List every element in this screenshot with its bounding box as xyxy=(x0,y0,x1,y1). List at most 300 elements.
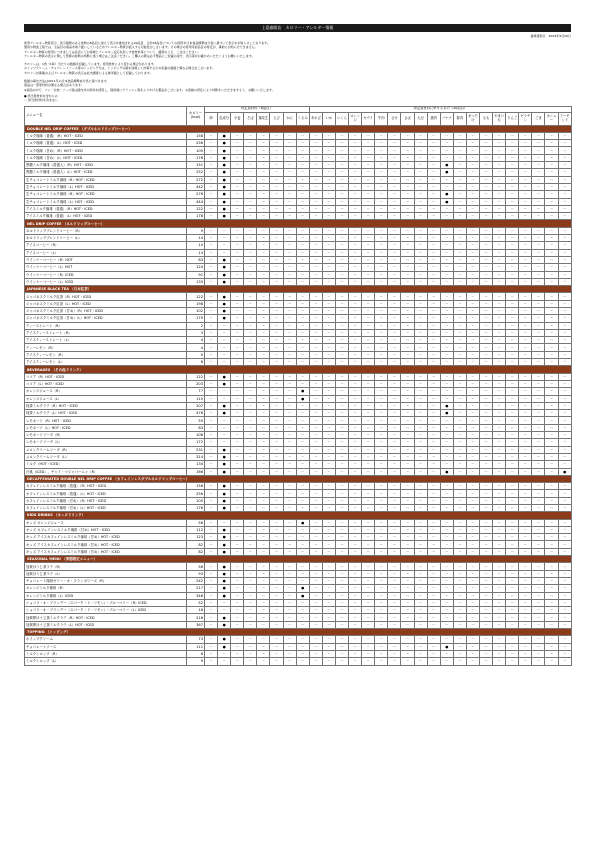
not-contained-dash: － xyxy=(205,585,218,592)
not-contained-dash: － xyxy=(532,636,545,643)
not-contained-dash: － xyxy=(493,636,506,643)
not-contained-dash: － xyxy=(270,242,283,249)
not-contained-dash: － xyxy=(401,271,414,278)
not-contained-dash: － xyxy=(322,585,335,592)
not-contained-dash: － xyxy=(506,322,519,329)
kcal-value: 52 xyxy=(187,599,205,606)
not-contained-dash: － xyxy=(231,650,244,657)
not-contained-dash: － xyxy=(362,548,375,555)
not-contained-dash: － xyxy=(440,526,453,533)
not-contained-dash: － xyxy=(506,147,519,154)
not-contained-dash: － xyxy=(231,446,244,453)
table-row xyxy=(25,162,572,169)
not-contained-dash: － xyxy=(349,563,362,570)
not-contained-dash: － xyxy=(545,132,558,139)
not-contained-dash: － xyxy=(322,643,335,650)
not-contained-dash: － xyxy=(480,388,493,395)
kcal-value: 55 xyxy=(187,417,205,424)
not-contained-dash: － xyxy=(270,402,283,409)
not-contained-dash: － xyxy=(231,526,244,533)
not-contained-dash: － xyxy=(545,278,558,285)
not-contained-dash: － xyxy=(309,132,322,139)
kcal-value: 124 xyxy=(187,264,205,271)
menu-item-name: キッズ カフェインレスミルク珈琲（甘め）HOT・ICED xyxy=(25,526,187,533)
menu-item-name: ミルクシロップ（L） xyxy=(25,658,187,665)
not-contained-dash: － xyxy=(270,147,283,154)
not-contained-dash: － xyxy=(375,607,388,614)
not-contained-dash: － xyxy=(532,534,545,541)
not-contained-dash: － xyxy=(532,227,545,234)
not-contained-dash: － xyxy=(414,380,427,387)
not-contained-dash: － xyxy=(283,636,296,643)
not-contained-dash: － xyxy=(532,599,545,606)
not-contained-dash: － xyxy=(257,300,270,307)
not-contained-dash: － xyxy=(244,191,257,198)
not-contained-dash: － xyxy=(283,468,296,475)
not-contained-dash: － xyxy=(388,147,401,154)
not-contained-dash: － xyxy=(231,176,244,183)
not-contained-dash: － xyxy=(519,563,532,570)
not-contained-dash: － xyxy=(296,191,309,198)
not-contained-dash: － xyxy=(244,650,257,657)
contains-dot: ● xyxy=(218,461,231,468)
not-contained-dash: － xyxy=(335,643,348,650)
not-contained-dash: － xyxy=(296,351,309,358)
menu-item-name: ジャパネスクミルク紅茶（甘め）（R）HOT・ICED xyxy=(25,307,187,314)
not-contained-dash: － xyxy=(401,307,414,314)
not-contained-dash: － xyxy=(296,227,309,234)
not-contained-dash: － xyxy=(375,534,388,541)
not-contained-dash: － xyxy=(558,541,571,548)
not-contained-dash: － xyxy=(322,592,335,599)
not-contained-dash: － xyxy=(466,147,479,154)
not-contained-dash: － xyxy=(270,424,283,431)
not-contained-dash: － xyxy=(558,570,571,577)
not-contained-dash: － xyxy=(506,242,519,249)
kcal-value: 13 xyxy=(187,249,205,256)
not-contained-dash: － xyxy=(205,162,218,169)
not-contained-dash: － xyxy=(322,636,335,643)
not-contained-dash: － xyxy=(375,483,388,490)
not-contained-dash: － xyxy=(296,417,309,424)
not-contained-dash: － xyxy=(466,650,479,657)
not-contained-dash: － xyxy=(532,505,545,512)
table-row xyxy=(25,140,572,147)
not-contained-dash: － xyxy=(466,140,479,147)
not-contained-dash: － xyxy=(493,205,506,212)
not-contained-dash: － xyxy=(388,548,401,555)
contains-dot: ● xyxy=(440,643,453,650)
not-contained-dash: － xyxy=(244,658,257,665)
menu-item-name: ミルク珈琲（普通）（L）HOT・ICED xyxy=(25,140,187,147)
not-contained-dash: － xyxy=(506,621,519,628)
not-contained-dash: － xyxy=(205,176,218,183)
not-contained-dash: － xyxy=(388,373,401,380)
not-contained-dash: － xyxy=(480,432,493,439)
kcal-value: 115 xyxy=(187,395,205,402)
not-contained-dash: － xyxy=(506,643,519,650)
not-contained-dash: － xyxy=(375,592,388,599)
not-contained-dash: － xyxy=(493,519,506,526)
not-contained-dash: － xyxy=(335,490,348,497)
not-contained-dash: － xyxy=(427,446,440,453)
not-contained-dash: － xyxy=(231,468,244,475)
not-contained-dash: － xyxy=(244,490,257,497)
not-contained-dash: － xyxy=(545,417,558,424)
not-contained-dash: － xyxy=(296,577,309,584)
not-contained-dash: － xyxy=(558,132,571,139)
kcal-value: 476 xyxy=(187,410,205,417)
not-contained-dash: － xyxy=(453,162,466,169)
not-contained-dash: － xyxy=(466,643,479,650)
menu-item-name: キッズ アイスカフェインレスミルク珈琲（甘め）HOT・ICED xyxy=(25,548,187,555)
contains-dot: ● xyxy=(218,563,231,570)
not-contained-dash: － xyxy=(532,264,545,271)
not-contained-dash: － xyxy=(493,505,506,512)
not-contained-dash: － xyxy=(322,461,335,468)
not-contained-dash: － xyxy=(466,315,479,322)
not-contained-dash: － xyxy=(283,439,296,446)
not-contained-dash: － xyxy=(506,526,519,533)
not-contained-dash: － xyxy=(466,242,479,249)
not-contained-dash: － xyxy=(453,213,466,220)
not-contained-dash: － xyxy=(270,577,283,584)
not-contained-dash: － xyxy=(375,373,388,380)
not-contained-dash: － xyxy=(466,162,479,169)
not-contained-dash: － xyxy=(362,271,375,278)
not-contained-dash: － xyxy=(519,249,532,256)
not-contained-dash: － xyxy=(283,344,296,351)
not-contained-dash: － xyxy=(231,242,244,249)
not-contained-dash: － xyxy=(519,337,532,344)
not-contained-dash: － xyxy=(257,329,270,336)
not-contained-dash: － xyxy=(205,650,218,657)
not-contained-dash: － xyxy=(466,176,479,183)
not-contained-dash: － xyxy=(466,607,479,614)
not-contained-dash: － xyxy=(322,439,335,446)
not-contained-dash: － xyxy=(532,658,545,665)
allergen-header: やまいも xyxy=(493,112,506,125)
not-contained-dash: － xyxy=(401,643,414,650)
not-contained-dash: － xyxy=(296,359,309,366)
not-contained-dash: － xyxy=(296,658,309,665)
not-contained-dash: － xyxy=(401,176,414,183)
not-contained-dash: － xyxy=(401,344,414,351)
contains-dot: ● xyxy=(218,570,231,577)
not-contained-dash: － xyxy=(506,636,519,643)
not-contained-dash: － xyxy=(466,563,479,570)
not-contained-dash: － xyxy=(519,147,532,154)
not-contained-dash: － xyxy=(322,505,335,512)
not-contained-dash: － xyxy=(335,176,348,183)
not-contained-dash: － xyxy=(414,183,427,190)
not-contained-dash: － xyxy=(283,322,296,329)
not-contained-dash: － xyxy=(349,256,362,263)
not-contained-dash: － xyxy=(375,570,388,577)
not-contained-dash: － xyxy=(296,570,309,577)
not-contained-dash: － xyxy=(493,650,506,657)
not-contained-dash: － xyxy=(205,410,218,417)
not-contained-dash: － xyxy=(427,176,440,183)
not-contained-dash: － xyxy=(388,300,401,307)
not-contained-dash: － xyxy=(375,227,388,234)
not-contained-dash: － xyxy=(401,140,414,147)
not-contained-dash: － xyxy=(453,519,466,526)
not-contained-dash: － xyxy=(558,249,571,256)
not-contained-dash: － xyxy=(466,395,479,402)
not-contained-dash: － xyxy=(506,563,519,570)
not-contained-dash: － xyxy=(506,402,519,409)
kcal-value: 216 xyxy=(187,614,205,621)
not-contained-dash: － xyxy=(362,351,375,358)
not-contained-dash: － xyxy=(427,315,440,322)
document-title: 上島珈琲店 カロリー・アレルギー情報 xyxy=(24,24,571,32)
not-contained-dash: － xyxy=(244,585,257,592)
not-contained-dash: － xyxy=(231,424,244,431)
not-contained-dash: － xyxy=(218,432,231,439)
not-contained-dash: － xyxy=(362,585,375,592)
not-contained-dash: － xyxy=(440,658,453,665)
not-contained-dash: － xyxy=(480,490,493,497)
not-contained-dash: － xyxy=(453,607,466,614)
not-contained-dash: － xyxy=(283,147,296,154)
kcal-value: 272 xyxy=(187,176,205,183)
not-contained-dash: － xyxy=(480,140,493,147)
not-contained-dash: － xyxy=(506,329,519,336)
not-contained-dash: － xyxy=(532,373,545,380)
not-contained-dash: － xyxy=(270,497,283,504)
not-contained-dash: － xyxy=(519,526,532,533)
not-contained-dash: － xyxy=(218,249,231,256)
menu-name-header: メニュー名 xyxy=(25,106,187,125)
not-contained-dash: － xyxy=(388,446,401,453)
not-contained-dash: － xyxy=(270,322,283,329)
not-contained-dash: － xyxy=(296,439,309,446)
contains-dot: ● xyxy=(218,585,231,592)
not-contained-dash: － xyxy=(388,213,401,220)
not-contained-dash: － xyxy=(205,278,218,285)
not-contained-dash: － xyxy=(401,183,414,190)
not-contained-dash: － xyxy=(270,191,283,198)
not-contained-dash: － xyxy=(283,213,296,220)
not-contained-dash: － xyxy=(545,541,558,548)
not-contained-dash: － xyxy=(205,570,218,577)
not-contained-dash: － xyxy=(205,344,218,351)
menu-item-name: アイスティーストレート（R） xyxy=(25,329,187,336)
not-contained-dash: － xyxy=(466,453,479,460)
not-contained-dash: － xyxy=(401,417,414,424)
not-contained-dash: － xyxy=(466,658,479,665)
not-contained-dash: － xyxy=(375,154,388,161)
not-contained-dash: － xyxy=(414,424,427,431)
not-contained-dash: － xyxy=(440,417,453,424)
not-contained-dash: － xyxy=(480,468,493,475)
not-contained-dash: － xyxy=(558,351,571,358)
not-contained-dash: － xyxy=(440,293,453,300)
not-contained-dash: － xyxy=(388,526,401,533)
not-contained-dash: － xyxy=(335,505,348,512)
not-contained-dash: － xyxy=(205,534,218,541)
not-contained-dash: － xyxy=(270,570,283,577)
not-contained-dash: － xyxy=(545,410,558,417)
not-contained-dash: － xyxy=(257,570,270,577)
not-contained-dash: － xyxy=(231,577,244,584)
not-contained-dash: － xyxy=(388,271,401,278)
not-contained-dash: － xyxy=(480,621,493,628)
not-contained-dash: － xyxy=(375,585,388,592)
not-contained-dash: － xyxy=(519,402,532,409)
not-contained-dash: － xyxy=(362,315,375,322)
not-contained-dash: － xyxy=(388,198,401,205)
not-contained-dash: － xyxy=(231,271,244,278)
menu-item-name: 生チョコレートミルク珈琲（R）HOT・ICED xyxy=(25,176,187,183)
not-contained-dash: － xyxy=(309,213,322,220)
not-contained-dash: － xyxy=(349,519,362,526)
not-contained-dash: － xyxy=(205,300,218,307)
not-contained-dash: － xyxy=(270,446,283,453)
not-contained-dash: － xyxy=(427,154,440,161)
not-contained-dash: － xyxy=(493,147,506,154)
not-contained-dash: － xyxy=(283,359,296,366)
not-contained-dash: － xyxy=(349,453,362,460)
not-contained-dash: － xyxy=(375,599,388,606)
legend-item: － 該当原材料を含まない xyxy=(24,98,58,103)
not-contained-dash: － xyxy=(532,293,545,300)
not-contained-dash: － xyxy=(375,307,388,314)
table-row xyxy=(25,490,572,497)
not-contained-dash: － xyxy=(218,424,231,431)
not-contained-dash: － xyxy=(335,242,348,249)
not-contained-dash: － xyxy=(349,344,362,351)
not-contained-dash: － xyxy=(545,395,558,402)
not-contained-dash: － xyxy=(309,264,322,271)
not-contained-dash: － xyxy=(440,388,453,395)
not-contained-dash: － xyxy=(257,147,270,154)
not-contained-dash: － xyxy=(480,548,493,555)
not-contained-dash: － xyxy=(309,271,322,278)
not-contained-dash: － xyxy=(205,497,218,504)
not-contained-dash: － xyxy=(218,439,231,446)
not-contained-dash: － xyxy=(270,198,283,205)
not-contained-dash: － xyxy=(335,577,348,584)
table-row xyxy=(25,461,572,468)
not-contained-dash: － xyxy=(283,402,296,409)
not-contained-dash: － xyxy=(480,505,493,512)
not-contained-dash: － xyxy=(205,548,218,555)
not-contained-dash: － xyxy=(270,293,283,300)
not-contained-dash: － xyxy=(362,227,375,234)
not-contained-dash: － xyxy=(296,256,309,263)
not-contained-dash: － xyxy=(388,227,401,234)
not-contained-dash: － xyxy=(519,519,532,526)
not-contained-dash: － xyxy=(257,307,270,314)
allergen-header: キウイ xyxy=(362,112,375,125)
legend xyxy=(24,94,571,103)
not-contained-dash: － xyxy=(244,249,257,256)
not-contained-dash: － xyxy=(309,278,322,285)
not-contained-dash: － xyxy=(283,395,296,402)
not-contained-dash: － xyxy=(362,519,375,526)
not-contained-dash: － xyxy=(427,643,440,650)
not-contained-dash: － xyxy=(244,205,257,212)
contains-dot: ● xyxy=(218,213,231,220)
not-contained-dash: － xyxy=(296,264,309,271)
not-contained-dash: － xyxy=(335,446,348,453)
table-row xyxy=(25,453,572,460)
allergen-header: さば xyxy=(401,112,414,125)
not-contained-dash: － xyxy=(257,548,270,555)
contains-dot: ● xyxy=(440,162,453,169)
kcal-value: 56 xyxy=(187,519,205,526)
not-contained-dash: － xyxy=(335,351,348,358)
not-contained-dash: － xyxy=(322,242,335,249)
not-contained-dash: － xyxy=(335,162,348,169)
not-contained-dash: － xyxy=(375,191,388,198)
not-contained-dash: － xyxy=(519,432,532,439)
not-contained-dash: － xyxy=(506,300,519,307)
not-contained-dash: － xyxy=(414,293,427,300)
not-contained-dash: － xyxy=(440,607,453,614)
not-contained-dash: － xyxy=(558,322,571,329)
not-contained-dash: － xyxy=(414,548,427,555)
not-contained-dash: － xyxy=(335,315,348,322)
not-contained-dash: － xyxy=(257,614,270,621)
not-contained-dash: － xyxy=(362,453,375,460)
not-contained-dash: － xyxy=(362,322,375,329)
not-contained-dash: － xyxy=(296,614,309,621)
not-contained-dash: － xyxy=(257,446,270,453)
not-contained-dash: － xyxy=(427,271,440,278)
not-contained-dash: － xyxy=(309,563,322,570)
kcal-value: 348 xyxy=(187,592,205,599)
not-contained-dash: － xyxy=(453,249,466,256)
not-contained-dash: － xyxy=(309,577,322,584)
contains-dot: ● xyxy=(218,183,231,190)
not-contained-dash: － xyxy=(558,162,571,169)
menu-item-name: ウインナーコーヒー（R）ICED xyxy=(25,271,187,278)
not-contained-dash: － xyxy=(480,614,493,621)
not-contained-dash: － xyxy=(231,169,244,176)
not-contained-dash: － xyxy=(506,183,519,190)
not-contained-dash: － xyxy=(506,658,519,665)
not-contained-dash: － xyxy=(375,468,388,475)
not-contained-dash: － xyxy=(506,140,519,147)
not-contained-dash: － xyxy=(205,526,218,533)
not-contained-dash: － xyxy=(545,191,558,198)
not-contained-dash: － xyxy=(349,534,362,541)
menu-item-name: ティーレモン（R） xyxy=(25,344,187,351)
not-contained-dash: － xyxy=(519,541,532,548)
kcal-value: 6 xyxy=(187,650,205,657)
not-contained-dash: － xyxy=(244,548,257,555)
not-contained-dash: － xyxy=(231,235,244,242)
not-contained-dash: － xyxy=(493,169,506,176)
not-contained-dash: － xyxy=(309,176,322,183)
not-contained-dash: － xyxy=(309,169,322,176)
allergen-header: さけ xyxy=(388,112,401,125)
not-contained-dash: － xyxy=(493,592,506,599)
not-contained-dash: － xyxy=(480,439,493,446)
not-contained-dash: － xyxy=(453,461,466,468)
contains-dot: ● xyxy=(218,140,231,147)
not-contained-dash: － xyxy=(558,650,571,657)
not-contained-dash: － xyxy=(231,614,244,621)
not-contained-dash: － xyxy=(532,380,545,387)
not-contained-dash: － xyxy=(466,359,479,366)
menu-item-name: 黒糖ミルク珈琲（普通入）（R）HOT・ICED xyxy=(25,162,187,169)
menu-item-name: ティーストレート（R） xyxy=(25,322,187,329)
not-contained-dash: － xyxy=(388,183,401,190)
